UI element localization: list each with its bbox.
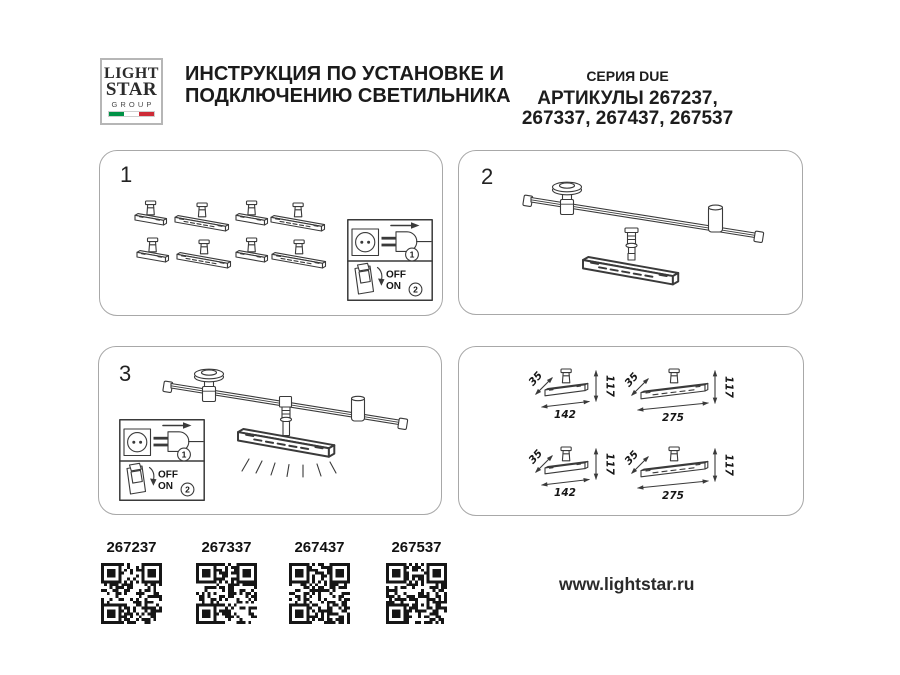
series-label: СЕРИЯ DUE [586,68,669,84]
dimensions-panel [458,346,804,516]
svg-text:275: 275 [662,490,684,502]
on-label: ON [158,481,173,492]
step-badge-plug [406,248,419,261]
step1-number: 1 [120,162,133,187]
svg-text:35: 35 [526,369,546,389]
svg-text:1: 1 [181,449,187,460]
dimension-figure-short [526,369,615,421]
switch-icon [127,463,146,494]
title-line-1: ИНСТРУКЦИЯ ПО УСТАНОВКЕ И [185,63,504,85]
dimensions-illustration [459,347,805,517]
svg-text:35: 35 [622,448,642,468]
qr-item [195,539,258,624]
socket-icon [352,229,379,256]
power-box-illustration [347,219,433,301]
flag-red-segment [139,112,154,116]
ceiling-canopy [195,369,224,401]
dimension-figure-long [622,369,734,424]
off-label: OFF [158,469,178,481]
step2-panel [458,150,803,315]
track-adapter [625,228,638,255]
qr-item [288,539,351,624]
logo-text-star: STAR [105,79,158,100]
svg-text:142: 142 [554,409,576,421]
step-badge-switch [409,283,422,296]
logo-text-light: LIGHT [104,65,159,82]
svg-text:275: 275 [662,412,684,424]
svg-text:142: 142 [554,487,576,499]
svg-text:117: 117 [603,375,616,397]
track-adapter [280,397,292,436]
qr-item [385,539,448,624]
page-title [185,64,511,107]
article-number: 267237 [106,539,157,556]
qr-code [101,563,162,624]
article-number: 267437 [294,539,345,556]
svg-text:117: 117 [722,376,735,398]
step3-number: 3 [119,361,132,386]
website-text: www.lightstar.ru [559,574,695,594]
italian-flag-icon [109,112,154,116]
track-fixture-short [236,201,268,225]
article-number: 267337 [201,539,252,556]
step2-illustration [459,151,804,316]
step2-number: 2 [481,164,494,189]
switch-icon [355,263,374,294]
power-connection-box [119,419,205,501]
dimension-figure-long [622,447,734,502]
track-fixture-long [177,240,231,268]
flag-green-segment [109,112,124,116]
track-support [709,205,723,232]
socket-icon [124,429,151,456]
series-block [510,68,745,128]
step1-panel [99,150,443,316]
svg-text:35: 35 [622,370,642,390]
track-fixture-short [236,238,268,262]
off-label: OFF [386,269,406,281]
svg-text:117: 117 [603,453,616,475]
on-label: ON [386,281,401,292]
articles-line-1: АРТИКУЛЫ 267237, [537,88,718,109]
qr-code [386,563,447,624]
svg-text:117: 117 [722,454,735,476]
track-fixture-short [137,238,169,262]
qr-code [196,563,257,624]
svg-text:2: 2 [413,284,418,295]
step-badge-plug [178,448,191,461]
articles-line-2: 267337, 267437, 267537 [521,107,734,129]
title-line-2: ПОДКЛЮЧЕНИЮ СВЕТИЛЬНИКА [185,84,511,107]
track-fixture-long [175,203,229,231]
power-box-illustration [119,419,205,501]
dimension-figure-short [526,447,615,499]
flag-white-segment [124,112,139,116]
logo-text-group: GROUP [111,100,155,109]
light-rays [242,459,336,477]
qr-item [100,539,163,624]
track-fixture-long [271,203,325,231]
track-support [352,396,365,421]
step-badge-switch [181,483,194,496]
svg-text:1: 1 [409,249,415,260]
qr-code [289,563,350,624]
step3-panel [98,346,442,515]
article-number: 267537 [391,539,442,556]
svg-text:35: 35 [526,447,546,467]
track-fixture-short [135,201,167,225]
svg-text:2: 2 [185,484,190,495]
track-rail [523,195,764,243]
lightstar-logo [100,58,163,125]
power-connection-box [347,219,433,301]
track-fixture-long [272,240,326,268]
track-fixture-long [583,254,678,285]
